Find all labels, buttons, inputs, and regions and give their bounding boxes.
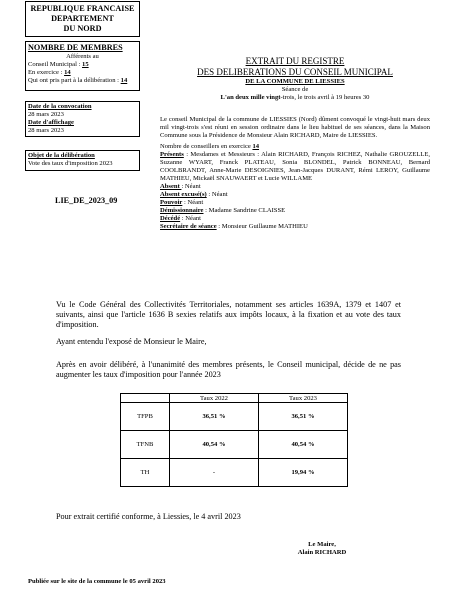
objet-box [25, 150, 140, 171]
members-conseil [28, 61, 137, 69]
extrait-header [160, 56, 430, 102]
convocation-date: 28 mars 2023 [28, 111, 64, 118]
members-part-value: 14 [120, 77, 128, 84]
absent-excuse-label: Absent excusé(s) [160, 191, 207, 198]
signature-name: Alain RICHARD [297, 549, 347, 556]
affichage-date: 28 mars 2023 [28, 127, 64, 134]
header-line-3: DU NORD [63, 24, 102, 33]
certifie-line: Pour extrait certifié conforme, à Liessies, le 4 avril 2023 [56, 512, 241, 521]
members-exercice [28, 69, 137, 77]
table-cell: 40,54 % [170, 431, 259, 459]
absent-value: : Néant [181, 183, 201, 190]
secretaire-line [160, 223, 430, 231]
objet-value: Vote des taux d'imposition 2023 [28, 160, 113, 167]
table-cell: 40,54 % [259, 431, 348, 459]
table-header-cell [121, 394, 170, 403]
presents-value: : Mesdames et Messieurs : Alain RICHARD, François RICHEZ, Nathalie GROUZELLE, Suzanne WYART, Franck PLATEAU, Sonia BLONDEL, Patrick BONNEAU, Bernard COOLBRANDT, Anne-Marie DESOIGNIES, Jean-Jacques DURANT, Rémi LEROY, Guillaume MATHIEU, Mickaël SNAUWAERT et Lucie WILLAME [160, 151, 430, 182]
header-box [25, 1, 140, 37]
table-row [121, 431, 348, 459]
pouvoir-value: : Néant [182, 199, 204, 206]
table-cell: 36,51 % [170, 403, 259, 431]
seance-date-bold: L'an deux mille vingt [220, 94, 281, 101]
absent-excuse-value: : Néant [206, 191, 228, 198]
header-line-2: DEPARTEMENT [51, 14, 114, 23]
header-line-1: REPUBLIQUE FRANCAISE [30, 4, 135, 13]
intro-paragraph: Le conseil Municipal de la commune de LIESSIES (Nord) dûment convoqué le vingt-huit mars deux mil vingt-trois s'est réuni en session ordinaire dans le lieu habituel de ses séances, dans la Maison Commune sous la Présidence de Monsieur Alain RICHARD, Maire de LIESSIES. [160, 116, 430, 139]
pouvoir-label: Pouvoir [160, 199, 183, 206]
exercice-value: 14 [252, 143, 260, 150]
objet-label: Objet de la délibération [28, 152, 95, 159]
extrait-title-1: EXTRAIT DU REGISTRE [245, 56, 345, 66]
extrait-title-3: DE LA COMMUNE DE LIESSIES [245, 78, 345, 85]
convocation-label: Date de la convocation [28, 103, 92, 110]
table-header-row [121, 394, 348, 403]
decede-value: : Néant [180, 215, 202, 222]
ayant-paragraph: Ayant entendu l'exposé de Monsieur le Maire, [56, 337, 207, 346]
table-cell-label: TFNB [121, 431, 170, 459]
deliberation-reference: LIE_DE_2023_09 [55, 196, 118, 205]
table-row [121, 459, 348, 487]
seance-date [160, 94, 430, 102]
absent-line [160, 183, 430, 191]
members-subtitle: Afférents au [66, 53, 99, 60]
extrait-body [160, 116, 430, 231]
demissionnaire-label: Démissionnaire [160, 207, 204, 214]
apres-paragraph: Après en avoir délibéré, à l'unanimité des membres présents, le Conseil municipal, décide de ne pas augmenter les taux d'imposition pour l'année 2023 [56, 360, 401, 379]
members-part [28, 77, 137, 85]
exercice-line [160, 143, 430, 151]
demissionnaire-value: : Madame Sandrine CLAISSE [203, 207, 286, 214]
dates-box [25, 101, 140, 137]
table-row [121, 403, 348, 431]
extrait-title-2: DES DELIBERATIONS DU CONSEIL MUNICIPAL [197, 67, 393, 77]
signature-block [282, 541, 362, 557]
table-header-cell: Taux 2022 [170, 394, 259, 403]
taux-table [120, 393, 348, 487]
members-box [25, 41, 140, 91]
members-title: NOMBRE DE MEMBRES [28, 43, 123, 52]
table-cell: 36,51 % [259, 403, 348, 431]
publication-note: Publiée sur le site de la commune le 05 avril 2023 [28, 578, 166, 585]
members-exercice-label: En exercice : [28, 69, 65, 76]
secretaire-value: : Monsieur Guillaume MATHIEU [216, 223, 308, 230]
members-part-label: Qui ont pris part à la délibération : [28, 77, 121, 84]
seance-date-rest: -trois, le trois avril à 19 heures 30 [280, 94, 370, 101]
affichage-label: Date d'affichage [28, 119, 74, 126]
absent-excuse-line [160, 191, 430, 199]
decede-label: Décédé [160, 215, 181, 222]
table-cell: 19,94 % [259, 459, 348, 487]
table-cell-label: TFPB [121, 403, 170, 431]
presents-line [160, 151, 430, 183]
exercice-label: Nombre de conseillers en exercice [160, 143, 253, 150]
table-cell: - [170, 459, 259, 487]
pouvoir-line [160, 199, 430, 207]
vu-paragraph: Vu le Code Général des Collectivités Territoriales, notamment ses articles 1639A, 1379 et 1407 et suivants, ainsi que l'article 1636 B sexies relatifs aux impôts locaux, à la fixation et au vote des taux d'imposition. [56, 300, 401, 329]
signature-title: Le Maire, [308, 541, 336, 548]
members-exercice-value: 14 [64, 69, 71, 76]
table-cell-label: TH [121, 459, 170, 487]
decede-line [160, 215, 430, 223]
members-conseil-value: 15 [82, 61, 89, 68]
presents-label: Présents [160, 151, 184, 158]
demissionnaire-line [160, 207, 430, 215]
secretaire-label: Secrétaire de séance [160, 223, 217, 230]
table-header-cell: Taux 2023 [259, 394, 348, 403]
members-conseil-label: Conseil Municipal : [28, 61, 83, 68]
seance-label: Séance de [281, 86, 309, 93]
absent-label: Absent [160, 183, 182, 190]
